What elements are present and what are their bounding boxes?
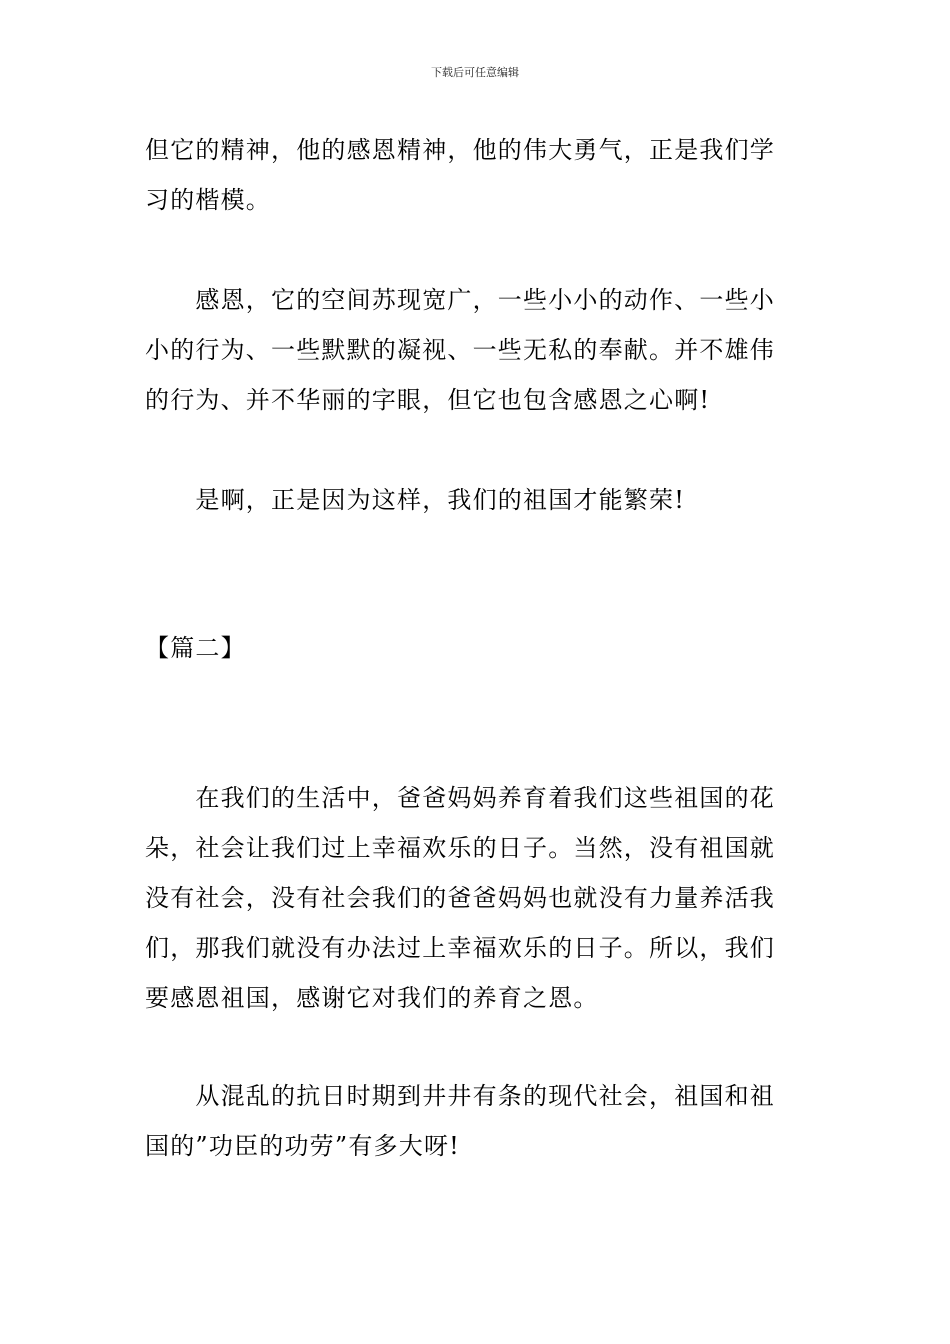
text-line: 在我们的生活中，爸爸妈妈养育着我们这些祖国的花: [145, 784, 775, 812]
text-line: 但它的精神，他的感恩精神，他的伟大勇气，正是我们学: [145, 136, 775, 164]
text-line: 习的楷模。: [145, 186, 271, 214]
text-line: 没有社会，没有社会我们的爸爸妈妈也就没有力量养活我: [145, 884, 775, 912]
text-line: 是啊，正是因为这样，我们的祖国才能繁荣!: [145, 486, 686, 514]
text-line: 国的”功臣的功劳”有多大呀!: [145, 1132, 460, 1160]
text-line: 从混乱的抗日时期到井井有条的现代社会，祖国和祖: [145, 1082, 775, 1110]
text-line: 小的行为、一些默默的凝视、一些无私的奉献。并不雄伟: [145, 336, 775, 364]
section-heading: 【篇二】: [145, 634, 246, 662]
text-line: 要感恩祖国，感谢它对我们的养育之恩。: [145, 984, 599, 1012]
text-line: 朵，社会让我们过上幸福欢乐的日子。当然，没有祖国就: [145, 834, 775, 862]
text-line: 的行为、并不华丽的字眼，但它也包含感恩之心啊!: [145, 386, 711, 414]
text-line: 感恩，它的空间苏现宽广，一些小小的动作、一些小: [145, 286, 775, 314]
text-line: 们，那我们就没有办法过上幸福欢乐的日子。所以，我们: [145, 934, 775, 962]
page-header: 下载后可任意编辑: [431, 66, 519, 79]
